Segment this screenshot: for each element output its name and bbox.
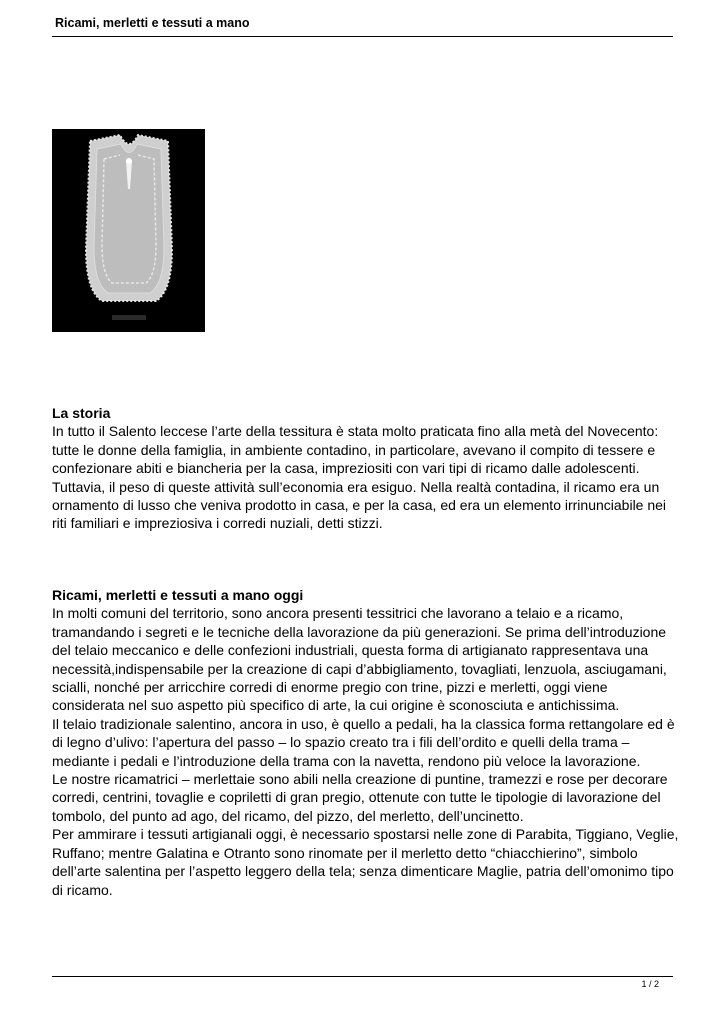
page-number: 1 / 2 [641, 979, 659, 989]
section-la-storia [52, 404, 682, 533]
section-paragraph: In molti comuni del territorio, sono ancora presenti tessitrici che lavorano a telaio e a ricamo, tramandando i segreti e le tecniche della lavorazione da più generazioni. Se prima dell’introduzione del telaio meccanico e delle confezioni industriali, questa forma di artigianato rappresentava una necessità,indispensabile per la creazione di capi d’abbigliamento, tovagliati, lenzuola, asciugamani, scialli, nonché per arricchire corredi di enorme pregio con trine, pizzi e merletti, oggi viene considerata nel suo aspetto più specifico di arte, la cui origine è sconosciuta e antichissima. [52, 605, 667, 714]
header-divider [52, 36, 673, 37]
section-title: La storia [52, 405, 111, 421]
page-header-title: Ricami, merletti e tessuti a mano [55, 16, 250, 30]
section-oggi [52, 586, 682, 899]
embroidered-garment-photo [52, 129, 205, 332]
footer-divider [52, 976, 673, 977]
section-paragraph: Il telaio tradizionale salentino, ancora in uso, è quello a pedali, ha la classica forma rettangolare ed è di legno d’ulivo: l’apertura del passo – lo spazio creato tra i fili dell’ordito e quelli della trama – mediante i pedali e l’introduzione della trama con la navetta, rendono più veloce la lavorazione. [52, 715, 675, 769]
section-paragraph: In tutto il Salento leccese l’arte della tessitura è stata molto praticata fino alla metà del Novecento: tutte le donne della famiglia, in ambiente contadino, in particolare, avevano il compito di tessere e confezionare abiti e biancheria per la casa, impreziositi con vari tipi di ricamo dalle adolescenti. Tuttavia, il peso di queste attività sull’economia era esiguo. Nella realtà contadina, il ricamo era un ornamento di lusso che veniva prodotto in casa, e per la casa, ed era un elemento irrinunciabile nei riti familiari e impreziosiva i corredi nuziali, detti stizzi. [52, 423, 667, 532]
section-paragraph: Le nostre ricamatrici – merlettaie sono abili nella creazione di puntine, tramezzi e rose per decorare corredi, centrini, tovaglie e copriletti di gran pregio, ottenute con tutte le tipologie di lavorazione del tombolo, del punto ad ago, del ricamo, del pizzo, del merletto, dell’uncinetto. [52, 771, 668, 824]
bow-knot [126, 158, 132, 164]
photo-caption-plate [112, 315, 146, 320]
embroidered-garment-illustration [52, 129, 205, 332]
section-paragraph: Per ammirare i tessuti artigianali oggi, è necessario spostarsi nelle zone di Parabita, Tiggiano, Veglie, Ruffano; mentre Galatina e Otranto sono rinomate per il merletto detto “chiacchierino”, simbolo dell’arte salentina per l’aspetto leggero della tela; senza dimenticare Maglie, patria dell’omonimo tipo di ricamo. [52, 826, 679, 898]
section-title: Ricami, merletti e tessuti a mano oggi [52, 587, 304, 603]
